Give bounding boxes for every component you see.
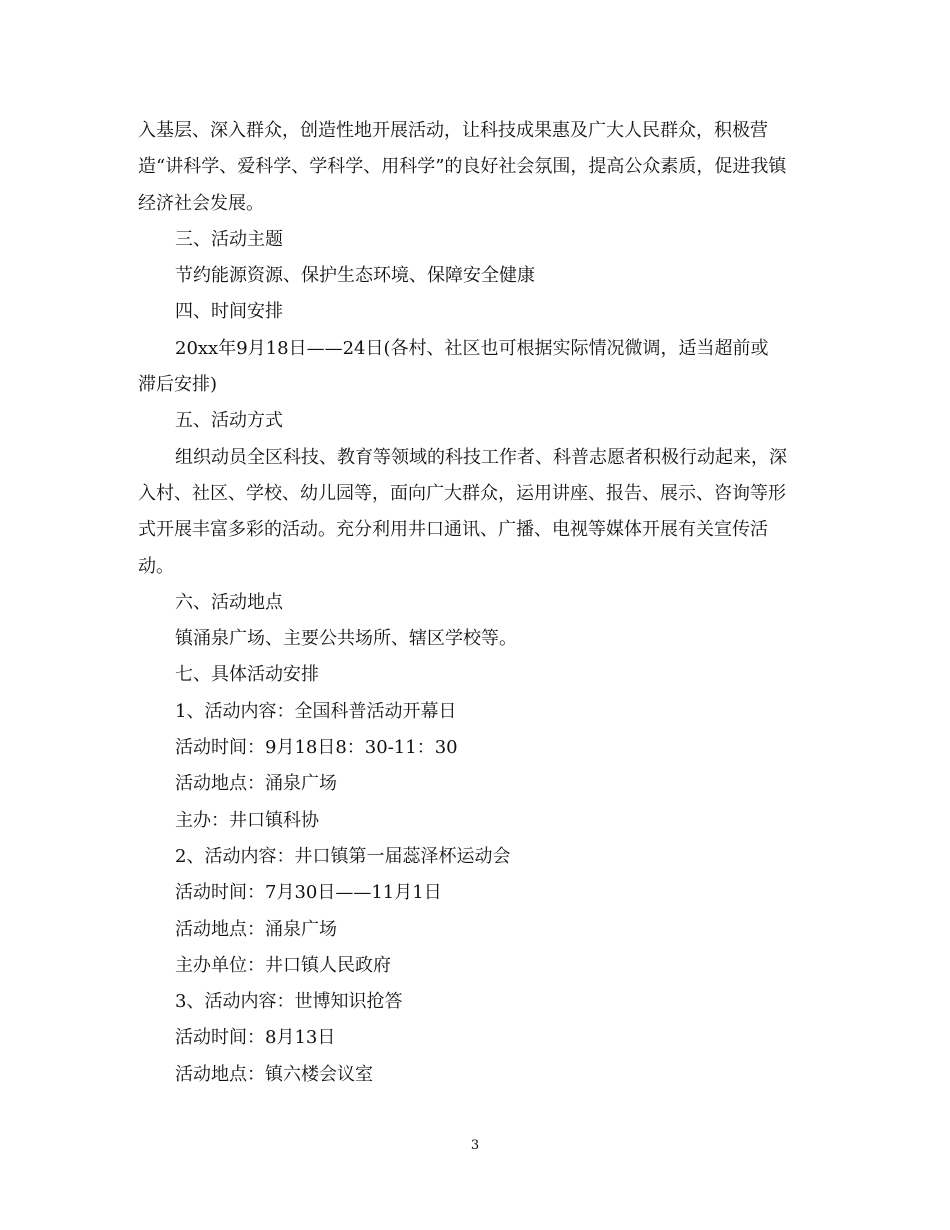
text-line: 动。 [138, 555, 174, 577]
text-line: 活动地点：涌泉广场 [175, 773, 337, 795]
text-line: 主办单位：井口镇人民政府 [175, 954, 391, 976]
text-line: 滞后安排) [138, 374, 218, 396]
text-line: 经济社会发展。 [138, 192, 264, 214]
text-line: 三、活动主题 [175, 228, 283, 250]
text-line: 主办：井口镇科协 [175, 809, 319, 831]
text-line: 2、活动内容：井口镇第一届蕊泽杯运动会 [175, 845, 511, 867]
text-line: 1、活动内容：全国科普活动开幕日 [175, 700, 457, 722]
text-line: 镇涌泉广场、主要公共场所、辖区学校等。 [175, 628, 517, 650]
text-line: 入村、社区、学校、幼儿园等，面向广大群众，运用讲座、报告、展示、咨询等形 [138, 482, 786, 504]
text-line: 活动地点：涌泉广场 [175, 918, 337, 940]
text-line: 3、活动内容：世博知识抢答 [175, 991, 403, 1013]
text-line: 式开展丰富多彩的活动。充分利用井口通讯、广播、电视等媒体开展有关宣传活 [138, 519, 768, 541]
text-line: 20xx年9月18日——24日(各村、社区也可根据实际情况微调，适当超前或 [175, 337, 769, 359]
body-text [138, 113, 818, 1093]
text-line: 入基层、深入群众，创造性地开展活动，让科技成果惠及广大人民群众，积极营 [138, 120, 768, 141]
text-line: 活动时间：9月18日8：30-11：30 [175, 737, 458, 759]
text-line: 六、活动地点 [175, 591, 283, 613]
page-number: 3 [470, 1138, 480, 1153]
text-line: 组织动员全区科技、教育等领域的科技工作者、科普志愿者积极行动起来，深 [175, 446, 787, 468]
text-line: 节约能源资源、保护生态环境、保障安全健康 [175, 265, 535, 287]
text-line: 活动地点：镇六楼会议室 [175, 1063, 373, 1085]
text-line: 五、活动方式 [175, 410, 283, 432]
text-line: 活动时间：7月30日——11月1日 [175, 882, 442, 904]
text-line: 四、时间安排 [175, 301, 283, 323]
text-line: 造“讲科学、爱科学、学科学、用科学”的良好社会氛围，提高公众素质，促进我镇 [138, 156, 787, 178]
text-line: 活动时间：8月13日 [175, 1027, 336, 1049]
text-line: 七、具体活动安排 [175, 664, 319, 686]
